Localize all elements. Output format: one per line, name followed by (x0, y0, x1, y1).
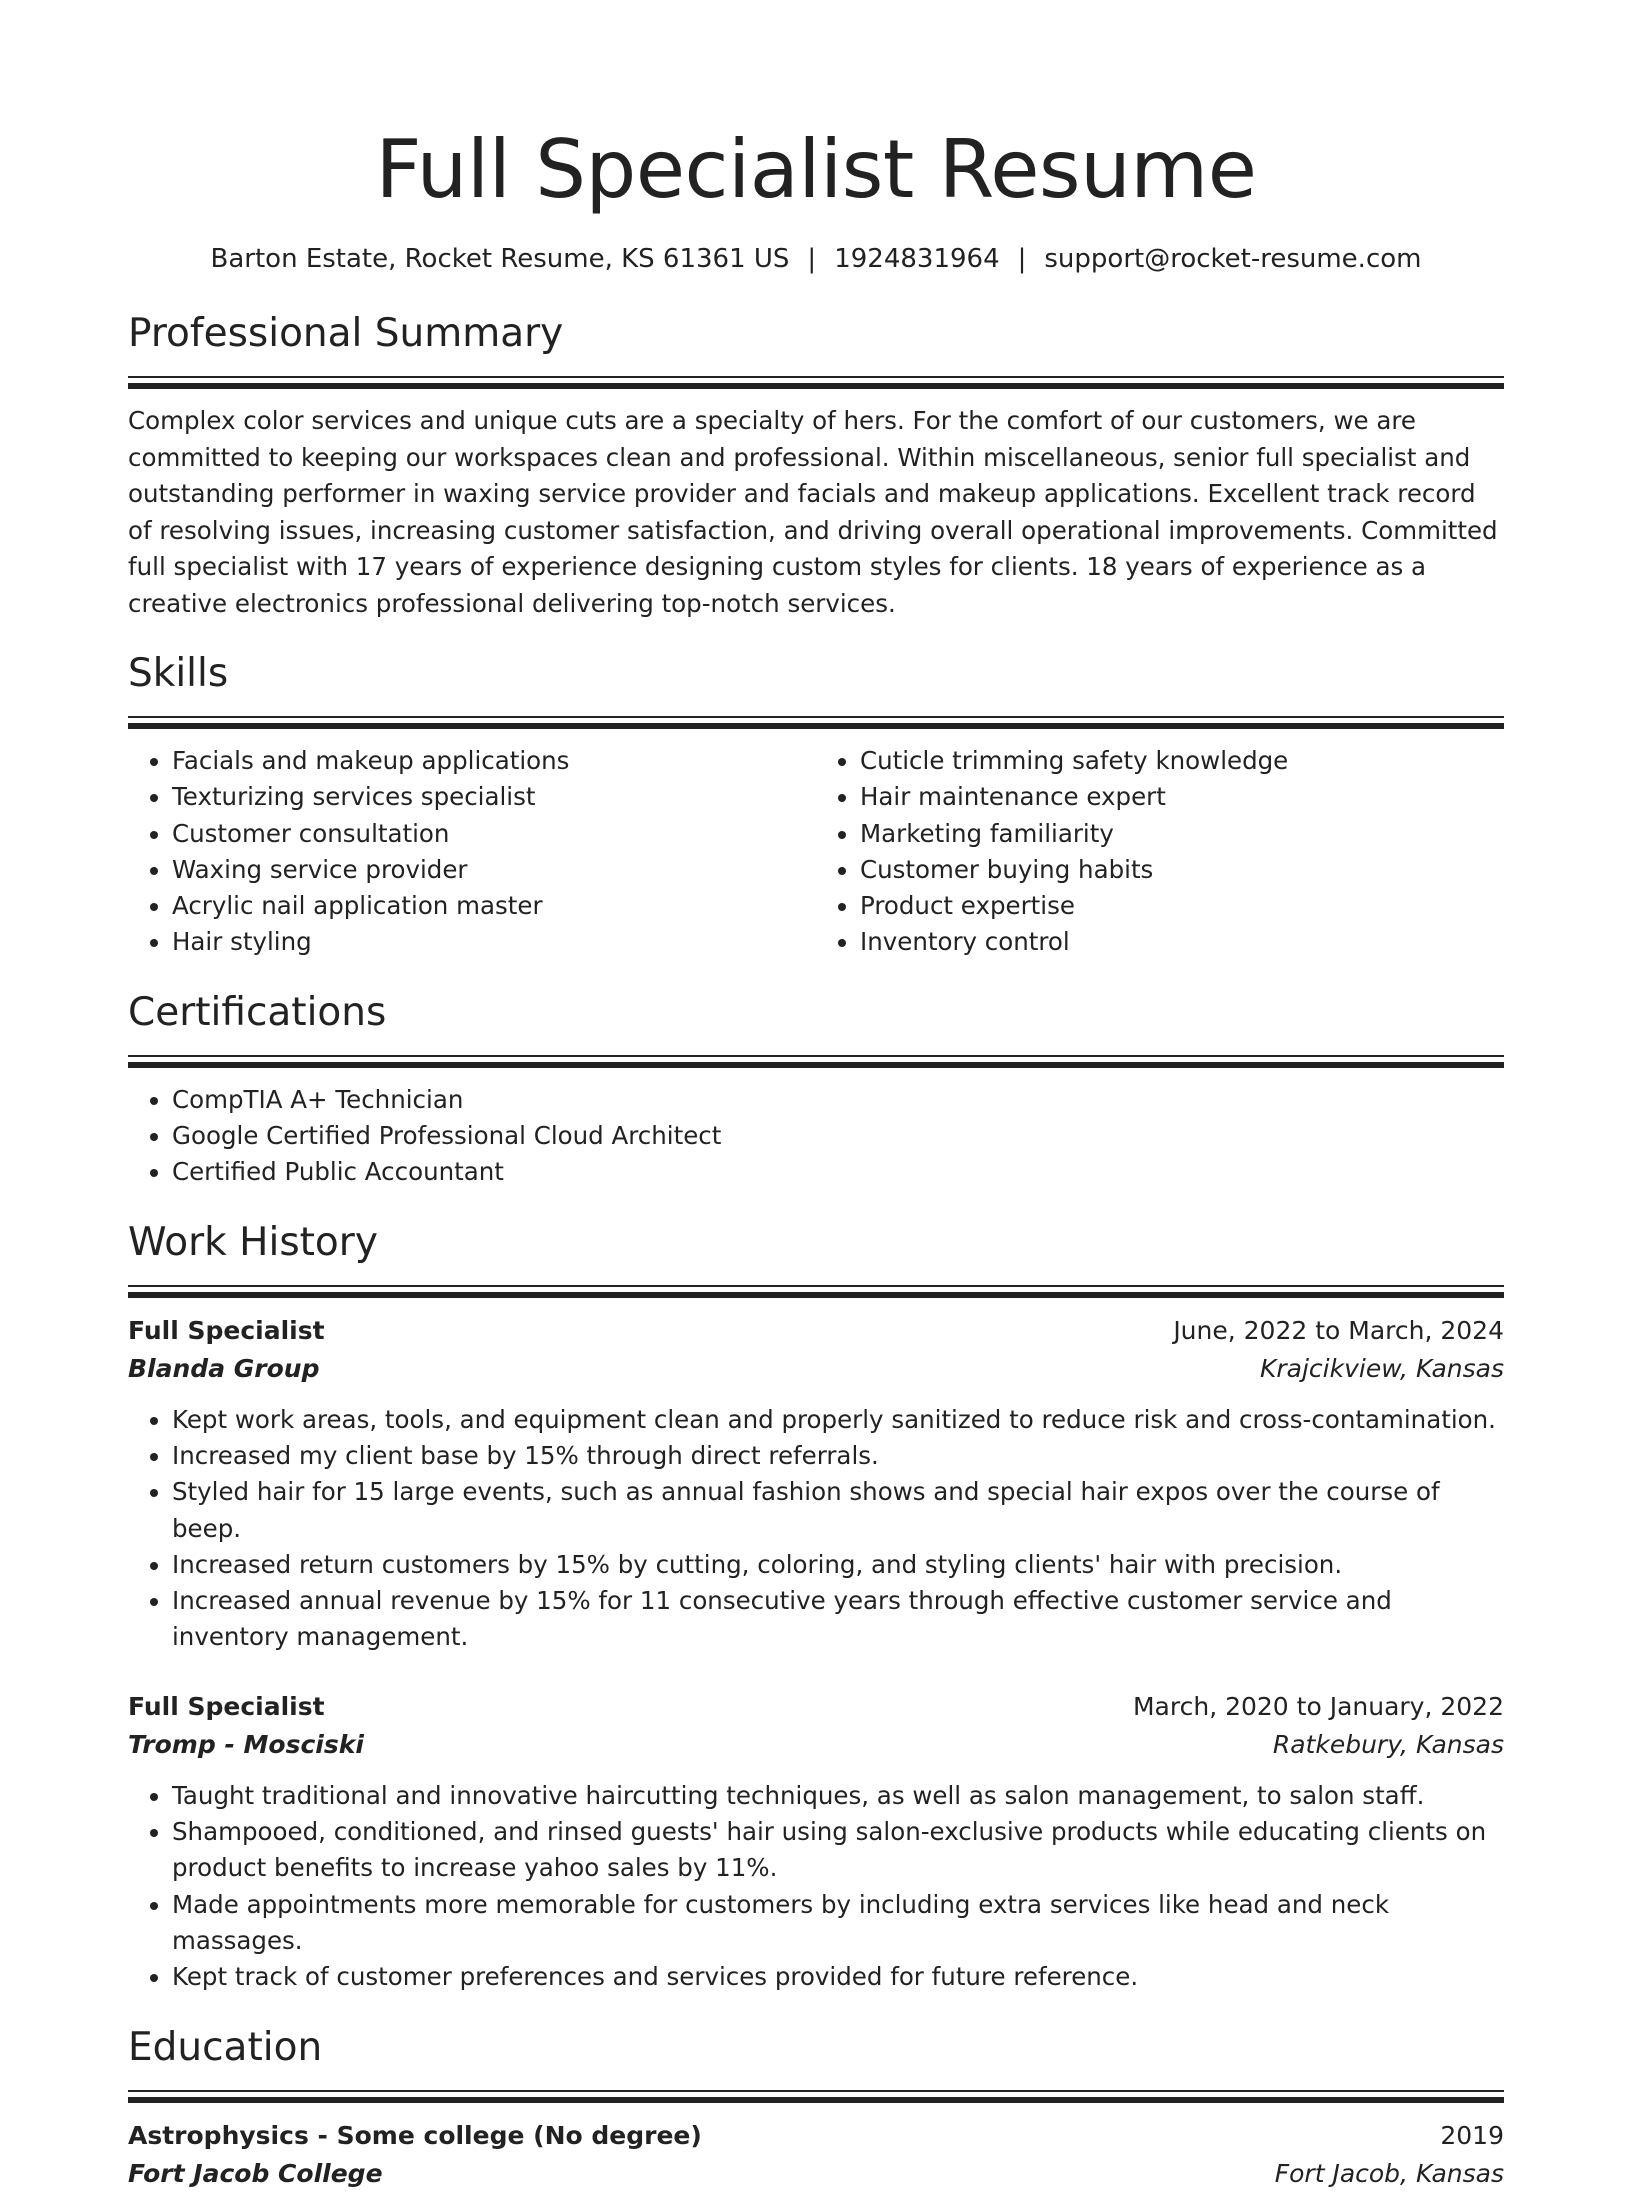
section-divider (128, 716, 1504, 718)
skill-item: • Cuticle trimming safety knowledge (860, 743, 1504, 779)
job-location: Ratkebury, Kansas (1272, 1729, 1504, 1759)
job-bullet: • Taught traditional and innovative haircutting techniques, as well as salon management, to salon staff. (172, 1778, 1504, 1814)
job-title: Full Specialist (128, 1315, 325, 1345)
education-degree: Astrophysics - Some college (No degree) (128, 2120, 702, 2150)
job-bullet: • Increased my client base by 15% through direct referrals. (172, 1438, 1504, 1474)
skill-item: • Hair maintenance expert (860, 779, 1504, 815)
contact-separator: | (807, 244, 817, 274)
contact-address: Barton Estate, Rocket Resume, KS 61361 US (210, 244, 790, 274)
section-divider (128, 723, 1504, 729)
certification-item: • Certified Public Accountant (172, 1154, 1504, 1190)
job-location: Krajcikview, Kansas (1259, 1353, 1504, 1383)
job-title: Full Specialist (128, 1691, 325, 1721)
job-header (128, 1312, 1504, 1350)
certifications-heading: Certifications (128, 989, 387, 1035)
skill-item: • Texturizing services specialist (172, 779, 816, 815)
certification-item: • CompTIA A+ Technician (172, 1082, 1504, 1118)
section-divider (128, 1062, 1504, 1068)
work-history-heading: Work History (128, 1219, 378, 1265)
summary-section (128, 310, 1504, 622)
skills-columns (128, 743, 1504, 961)
skill-item: • Marketing familiarity (860, 816, 1504, 852)
skills-list-right (816, 743, 1504, 961)
job-bullets (128, 1402, 1504, 1656)
summary-text: Complex color services and unique cuts are a specialty of hers. For the comfort of our customers, we are committed to keeping our workspaces clean and professional. Within miscellaneous, senior full specialist and outstanding performer in waxing service provider and facials and makeup applications. Excellent track record of resolving issues, increasing customer satisfaction, and driving overall operational improvements. Committed full specialist with 17 years of experience designing custom styles for clients. 18 years of experience as a creative electronics professional delivering top-notch services. (128, 406, 1498, 618)
certifications-list (128, 1082, 1504, 1191)
job-bullet: • Made appointments more memorable for customers by including extra services like head and neck massages. (172, 1887, 1504, 1960)
skill-item: • Facials and makeup applications (172, 743, 816, 779)
skills-list-left (128, 743, 816, 961)
skill-item: • Waxing service provider (172, 852, 816, 888)
education-entry (128, 2117, 1504, 2193)
job-dates: March, 2020 to January, 2022 (1132, 1691, 1504, 1721)
education-location: Fort Jacob, Kansas (1274, 2158, 1504, 2188)
skill-item: • Acrylic nail application master (172, 888, 816, 924)
section-divider (128, 1285, 1504, 1287)
skill-item: • Product expertise (860, 888, 1504, 924)
section-divider (128, 1292, 1504, 1298)
education-year: 2019 (1440, 2120, 1504, 2150)
job-bullet: • Increased annual revenue by 15% for 11 consecutive years through effective customer service and inventory management. (172, 1583, 1504, 1656)
section-divider (128, 1055, 1504, 1057)
skills-heading: Skills (128, 651, 229, 696)
contact-email: support@rocket-resume.com (1044, 244, 1422, 274)
job-header (128, 1688, 1504, 1726)
contact-phone: 1924831964 (834, 244, 1000, 274)
job-bullets (128, 1778, 1504, 1996)
education-section (128, 2024, 1504, 2193)
education-heading: Education (128, 2024, 323, 2070)
skill-item: • Hair styling (172, 924, 816, 960)
education-header (128, 2117, 1504, 2155)
job-bullet: • Shampooed, conditioned, and rinsed guests' hair using salon-exclusive products while educating clients on product benefits to increase yahoo sales by 11%. (172, 1814, 1504, 1887)
job-bullet: • Kept track of customer preferences and services provided for future reference. (172, 1959, 1504, 1995)
job-company: Tromp - Mosciski (128, 1729, 364, 1759)
contact-line (128, 242, 1504, 276)
certifications-section (128, 989, 1504, 1191)
job-entry (128, 1312, 1504, 1656)
skill-item: • Inventory control (860, 924, 1504, 960)
certification-item: • Google Certified Professional Cloud Architect (172, 1118, 1504, 1154)
job-subheader (128, 1726, 1504, 1764)
job-bullet: • Increased return customers by 15% by cutting, coloring, and styling clients' hair with precision. (172, 1547, 1504, 1583)
section-divider (128, 2090, 1504, 2092)
job-dates: June, 2022 to March, 2024 (1173, 1315, 1504, 1345)
job-company: Blanda Group (128, 1353, 320, 1383)
skills-section (128, 650, 1504, 961)
education-subheader (128, 2155, 1504, 2193)
contact-separator: | (1017, 244, 1027, 274)
summary-heading: Professional Summary (128, 311, 564, 356)
job-entry (128, 1688, 1504, 1996)
skill-item: • Customer buying habits (860, 852, 1504, 888)
job-bullet: • Styled hair for 15 large events, such as annual fashion shows and special hair expos over the course of beep. (172, 1474, 1504, 1547)
job-bullet: • Kept work areas, tools, and equipment clean and properly sanitized to reduce risk and cross-contamination. (172, 1402, 1504, 1438)
section-divider (128, 2097, 1504, 2103)
section-divider (128, 376, 1504, 378)
skill-item: • Customer consultation (172, 816, 816, 852)
resume-title: Full Specialist Resume (375, 123, 1257, 216)
education-school: Fort Jacob College (128, 2158, 383, 2188)
section-divider (128, 383, 1504, 389)
work-history-section (128, 1219, 1504, 1996)
job-subheader (128, 1350, 1504, 1388)
